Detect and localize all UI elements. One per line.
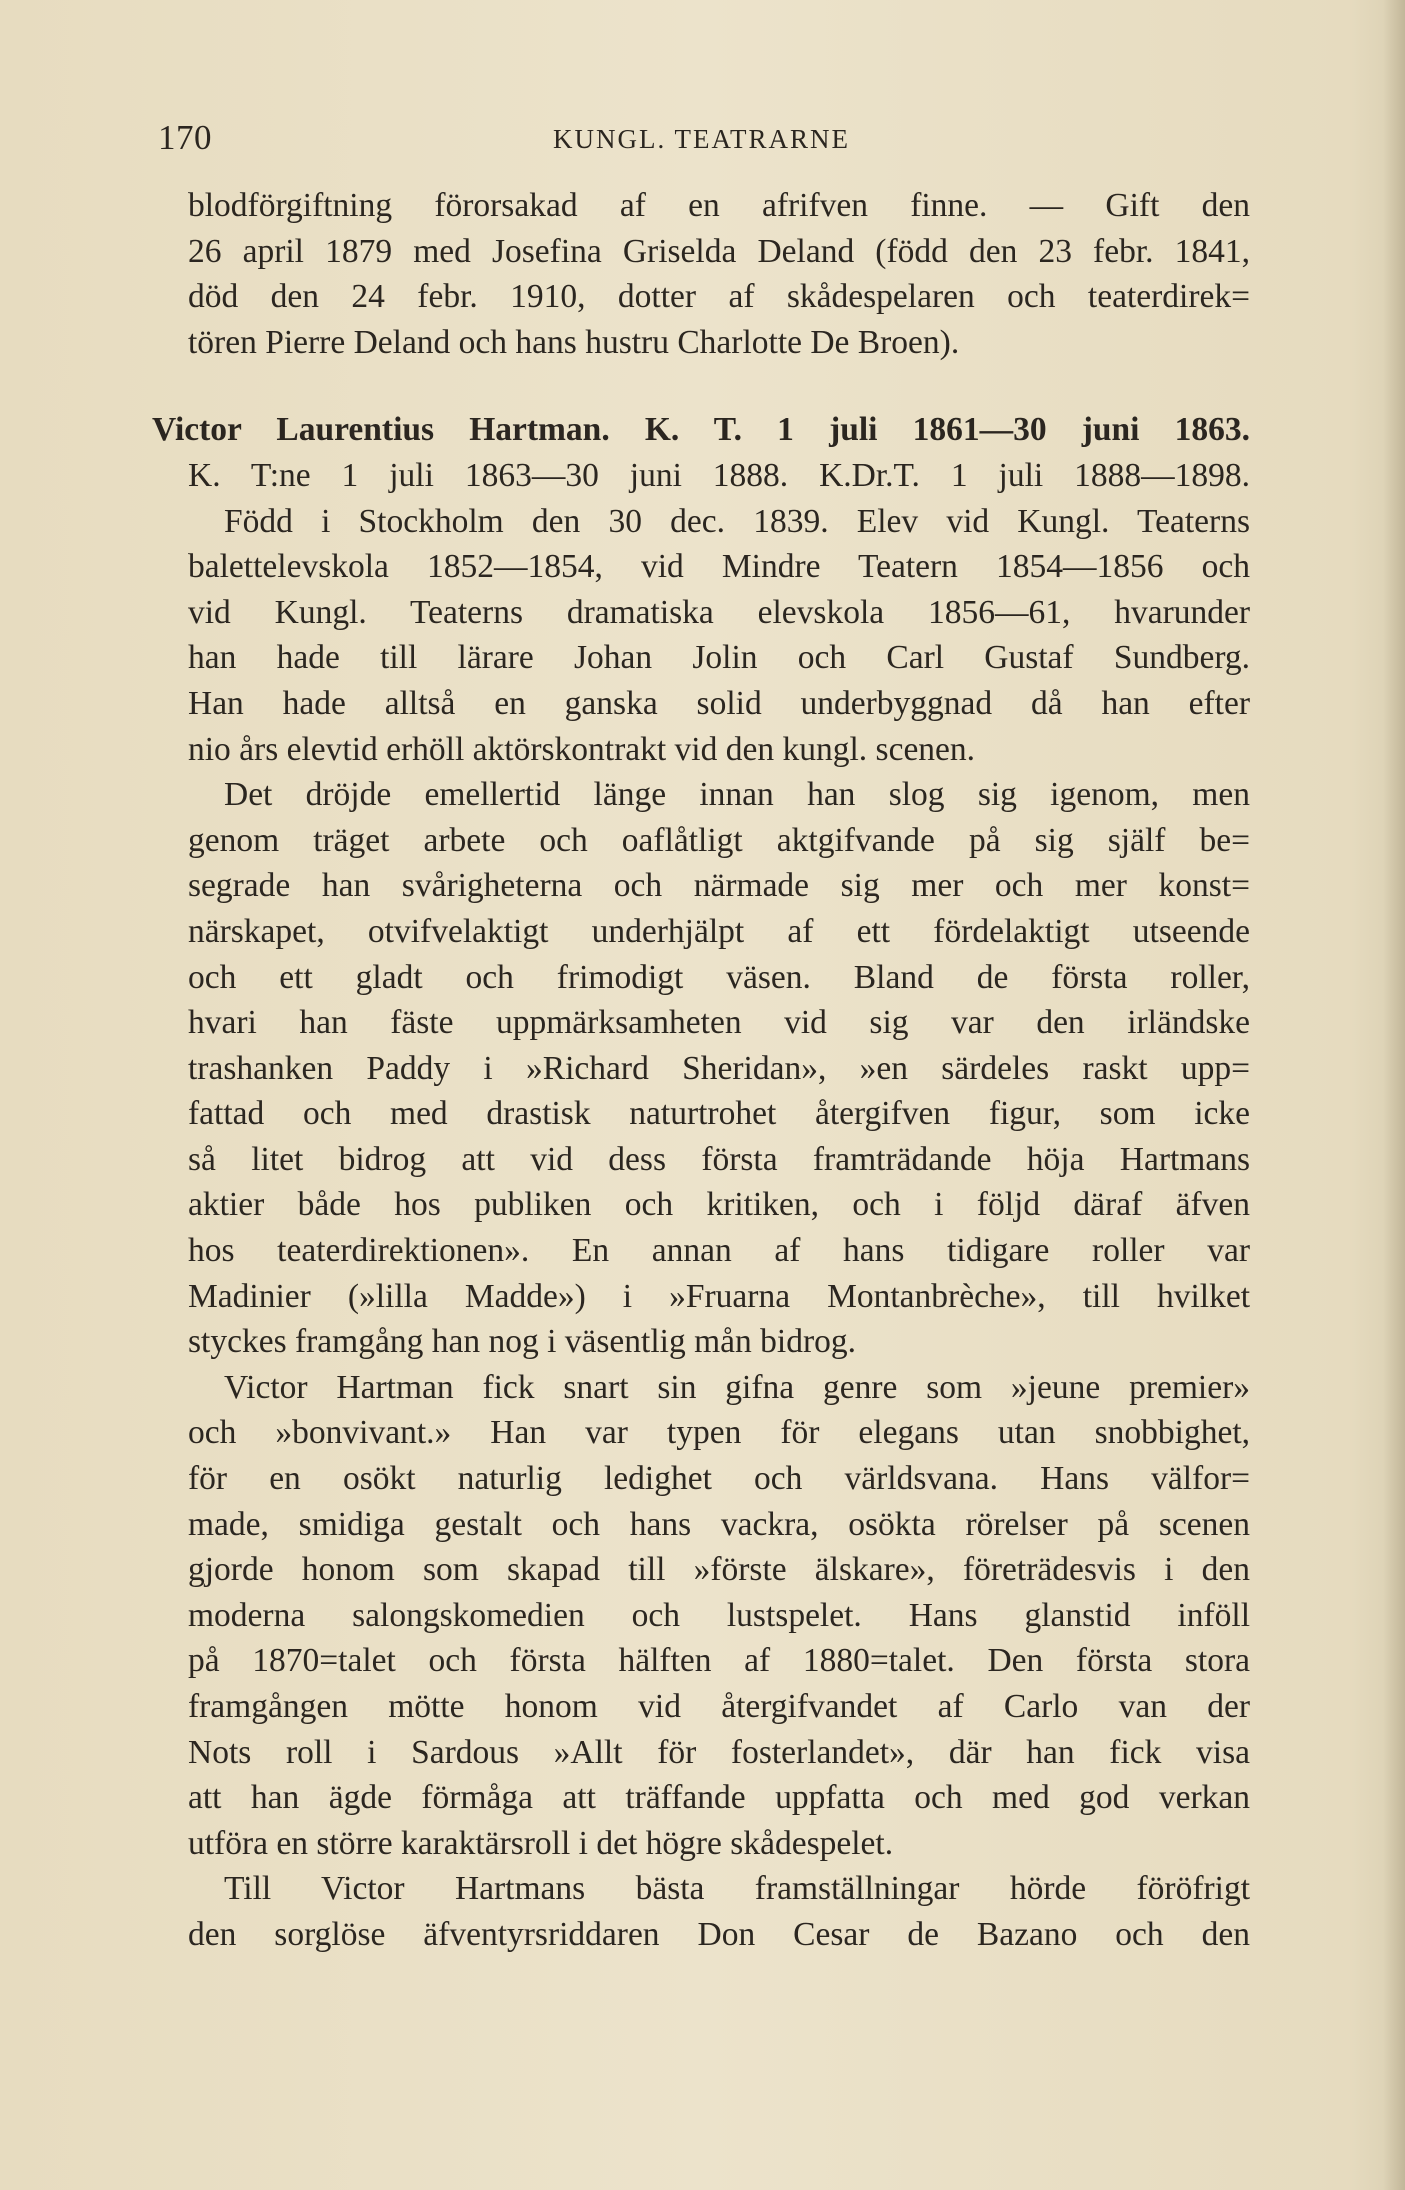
text-line: Det dröjde emellertid länge innan han slog sig igenom, men xyxy=(224,776,1250,814)
text-line: framgången mötte honom vid återgifvandet af Carlo van der xyxy=(188,1688,1250,1725)
text-line: vid Kungl. Teaterns dramatiska elevskola 1856—61, hvarunder xyxy=(188,593,1250,631)
text-line: utföra en större karaktärsroll i det högre skådespelet. xyxy=(188,1824,894,1862)
text-line: segrade han svårigheterna och närmade sig mer och mer konst= xyxy=(188,867,1250,905)
text-line: närskapet, otvifvelaktigt underhjälpt af ett fördelaktigt utseende xyxy=(188,912,1250,950)
text-line: tören Pierre Deland och hans hustru Charlotte De Broen). xyxy=(188,323,960,361)
text-line: 26 april 1879 med Josefina Griselda Deland (född den 23 febr. 1841, xyxy=(188,232,1250,270)
text-line: genom träget arbete och oaflåtligt aktgifvande på sig själf be= xyxy=(188,821,1250,859)
text-line: styckes framgång han nog i väsentlig mån bidrog. xyxy=(188,1323,856,1361)
text-line: Till Victor Hartmans bästa framställningar hörde föröfrigt xyxy=(224,1870,1250,1908)
page-number: 170 xyxy=(158,118,212,157)
text-line: blodförgiftning förorsakad af en afrifven finne. — Gift den xyxy=(188,187,1250,224)
body-text xyxy=(152,183,1250,1958)
text-line: Han hade alltså en ganska solid underbyggnad då han efter xyxy=(188,684,1250,722)
text-line: hos teaterdirektionen». En annan af hans tidigare roller var xyxy=(188,1232,1250,1270)
entry-separator xyxy=(188,365,1250,407)
text-line: han hade till lärare Johan Jolin och Carl Gustaf Sundberg. xyxy=(188,639,1250,677)
text-line: den sorglöse äfventyrsriddaren Don Cesar de Bazano och den xyxy=(188,1915,1250,1953)
entry-heading: Victor Laurentius Hartman. K. T. 1 juli 1861—30 juni 1863. xyxy=(152,411,1250,449)
text-line: nio års elevtid erhöll aktörskontrakt vid den kungl. scenen. xyxy=(188,730,976,768)
running-head: KUNGL. TEATRARNE xyxy=(553,124,850,154)
page-header xyxy=(158,118,1248,158)
text-line: Född i Stockholm den 30 dec. 1839. Elev vid Kungl. Teaterns xyxy=(224,502,1250,540)
text-line: balettelevskola 1852—1854, vid Mindre Teatern 1854—1856 och xyxy=(188,548,1250,586)
text-line: död den 24 febr. 1910, dotter af skådespelaren och teaterdirek= xyxy=(188,278,1250,316)
text-line: på 1870=talet och första hälften af 1880=talet. Den första stora xyxy=(188,1642,1250,1680)
text-line: och ett gladt och frimodigt väsen. Bland de första roller, xyxy=(188,958,1250,996)
text-line: fattad och med drastisk naturtrohet återgifven figur, som icke xyxy=(188,1095,1250,1133)
text-line: Madinier (»lilla Madde») i »Fruarna Montanbrèche», till hvilket xyxy=(188,1277,1250,1315)
text-line: så litet bidrog att vid dess första framträdande höja Hartmans xyxy=(188,1140,1250,1178)
text-line: aktier både hos publiken och kritiken, och i följd däraf äfven xyxy=(188,1186,1250,1224)
text-line: att han ägde förmåga att träffande uppfatta och med god verkan xyxy=(188,1779,1250,1817)
text-line: moderna salongskomedien och lustspelet. Hans glanstid inföll xyxy=(188,1596,1250,1634)
text-line: made, smidiga gestalt och hans vackra, osökta rörelser på scenen xyxy=(188,1505,1250,1543)
text-line: Nots roll i Sardous »Allt för fosterlandet», där han fick visa xyxy=(188,1733,1250,1771)
text-line: och »bonvivant.» Han var typen för elegans utan snobbighet, xyxy=(188,1414,1250,1452)
text-line: K. T:ne 1 juli 1863—30 juni 1888. K.Dr.T. 1 juli 1888—1898. xyxy=(188,456,1250,494)
text-line: gjorde honom som skapad till »förste älskare», företrädesvis i den xyxy=(188,1551,1250,1589)
text-line: hvari han fäste uppmärksamheten vid sig var den irländske xyxy=(188,1004,1250,1042)
page-edge-shadow xyxy=(1383,0,1405,2190)
text-line: Victor Hartman fick snart sin gifna genre som »jeune premier» xyxy=(224,1368,1250,1406)
text-line: för en osökt naturlig ledighet och världsvana. Hans välfor= xyxy=(188,1460,1250,1498)
text-line: trashanken Paddy i »Richard Sheridan», »en särdeles raskt upp= xyxy=(188,1049,1250,1087)
